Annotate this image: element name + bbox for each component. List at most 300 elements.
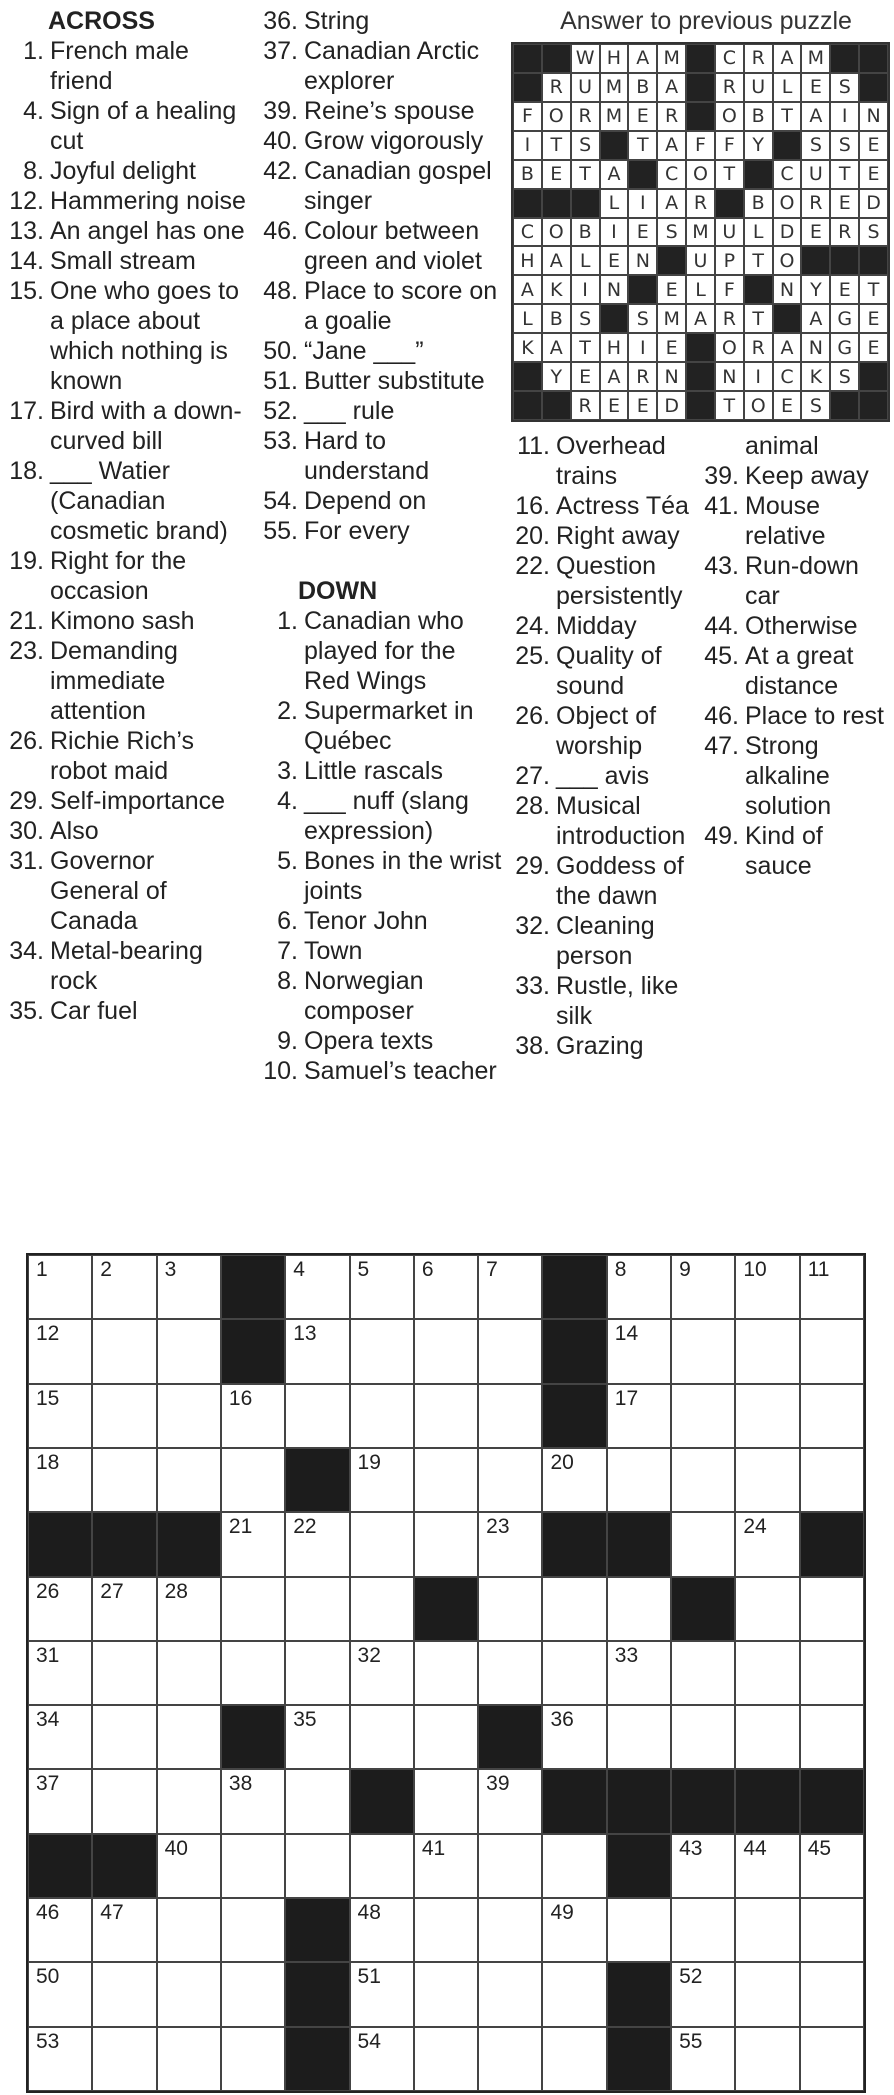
- grid-cell[interactable]: [350, 1641, 414, 1705]
- cell-number: 20: [550, 1450, 574, 1474]
- prev-answer-letter: R: [801, 189, 830, 218]
- black-square: [542, 1255, 606, 1319]
- clue-text: “Jane ___”: [304, 337, 424, 365]
- cell-number: 9: [679, 1258, 691, 1281]
- clue-text: Norwegian composer: [304, 967, 424, 1025]
- clue-number: 4.: [277, 787, 298, 815]
- grid-cell[interactable]: [350, 1705, 414, 1769]
- grid-cell[interactable]: [221, 1641, 285, 1705]
- grid-cell[interactable]: [28, 1384, 92, 1448]
- clue-number: 1.: [277, 607, 298, 635]
- grid-cell[interactable]: [28, 1577, 92, 1641]
- clue-number: 21.: [9, 607, 44, 635]
- clue-number: 6.: [277, 907, 298, 935]
- grid-cell[interactable]: [221, 1512, 285, 1576]
- clue: [0, 156, 250, 186]
- grid-cell[interactable]: [478, 1255, 542, 1319]
- grid-cell[interactable]: [735, 2027, 799, 2091]
- grid-cell[interactable]: [478, 1962, 542, 2026]
- prev-answer-letter: K: [513, 333, 542, 362]
- prev-black-square: [686, 333, 715, 362]
- grid-cell[interactable]: [800, 1577, 864, 1641]
- grid-cell[interactable]: [92, 1705, 156, 1769]
- grid-cell[interactable]: [285, 1769, 349, 1833]
- prev-answer-letter: E: [859, 160, 888, 189]
- clue-number: 50.: [263, 337, 298, 365]
- grid-cell[interactable]: [735, 1962, 799, 2026]
- grid-cell[interactable]: [542, 1898, 606, 1962]
- cell-number: 1: [36, 1258, 48, 1281]
- clue: [508, 551, 703, 611]
- clue-number: 5.: [277, 847, 298, 875]
- cell-number: 34: [36, 1708, 60, 1732]
- clue: [250, 426, 505, 486]
- prev-answer-letter: T: [773, 102, 802, 131]
- cell-number: 23: [486, 1515, 510, 1539]
- grid-cell[interactable]: [350, 1512, 414, 1576]
- grid-cell[interactable]: [671, 1448, 735, 1512]
- clue: [508, 701, 703, 761]
- grid-cell[interactable]: [221, 1834, 285, 1898]
- grid-cell[interactable]: [92, 1641, 156, 1705]
- grid-cell[interactable]: [28, 1705, 92, 1769]
- grid-cell[interactable]: [607, 1255, 671, 1319]
- clue-text: Joyful delight: [50, 157, 196, 185]
- prev-answer-letter: S: [801, 131, 830, 160]
- clue-number: 26.: [9, 727, 44, 755]
- prev-answer-letter: I: [628, 333, 657, 362]
- prev-answer-letter: S: [571, 304, 600, 333]
- grid-cell[interactable]: [285, 1319, 349, 1383]
- grid-cell[interactable]: [542, 1705, 606, 1769]
- prev-answer-letter: R: [542, 73, 571, 102]
- prev-answer-letter: T: [628, 131, 657, 160]
- grid-cell[interactable]: [221, 1448, 285, 1512]
- cell-number: 26: [36, 1579, 60, 1603]
- prev-black-square: [744, 160, 773, 189]
- clue-text: Place to rest: [745, 702, 884, 730]
- clue: [0, 546, 250, 606]
- prev-answer-letter: S: [859, 218, 888, 247]
- grid-cell[interactable]: [414, 1319, 478, 1383]
- clue-number: 34.: [9, 937, 44, 965]
- clue-text: Mouse relative: [745, 492, 826, 550]
- grid-cell[interactable]: [800, 1319, 864, 1383]
- clue-number: 20.: [515, 522, 550, 550]
- grid-cell[interactable]: [735, 1319, 799, 1383]
- prev-black-square: [801, 246, 830, 275]
- prev-answer-letter: N: [801, 333, 830, 362]
- grid-cell[interactable]: [350, 1319, 414, 1383]
- cell-number: 28: [164, 1579, 188, 1603]
- grid-cell[interactable]: [285, 1577, 349, 1641]
- clue-text: Quality of sound: [556, 642, 662, 700]
- grid-cell[interactable]: [350, 1577, 414, 1641]
- prev-answer-letter: T: [571, 333, 600, 362]
- grid-cell[interactable]: [92, 1769, 156, 1833]
- prev-black-square: [830, 44, 859, 73]
- prev-answer-letter: O: [542, 102, 571, 131]
- clue-number: 1.: [23, 37, 44, 65]
- grid-cell[interactable]: [800, 1705, 864, 1769]
- prev-answer-letter: A: [801, 304, 830, 333]
- grid-cell[interactable]: [735, 1577, 799, 1641]
- grid-cell[interactable]: [28, 1319, 92, 1383]
- prev-answer-letter: A: [657, 73, 686, 102]
- grid-cell[interactable]: [92, 1898, 156, 1962]
- clue: [508, 911, 703, 971]
- prev-answer-letter: A: [773, 333, 802, 362]
- clue-text: Right away: [556, 522, 680, 550]
- clue-text: Hammering noise: [50, 187, 246, 215]
- prev-answer-letter: U: [744, 73, 773, 102]
- grid-cell[interactable]: [414, 1705, 478, 1769]
- grid-cell[interactable]: [92, 1319, 156, 1383]
- grid-cell[interactable]: [285, 1834, 349, 1898]
- cell-number: 19: [357, 1450, 381, 1474]
- prev-answer-letter: A: [600, 160, 629, 189]
- grid-cell[interactable]: [607, 1577, 671, 1641]
- grid-cell[interactable]: [671, 1898, 735, 1962]
- clue-text: Colour between green and violet: [304, 217, 482, 275]
- grid-cell[interactable]: [157, 1641, 221, 1705]
- grid-cell[interactable]: [800, 2027, 864, 2091]
- cell-number: 21: [228, 1515, 253, 1539]
- prev-answer-letter: Y: [744, 131, 773, 160]
- prev-answer-letter: U: [801, 160, 830, 189]
- grid-cell[interactable]: [350, 1962, 414, 2026]
- grid-cell[interactable]: [157, 2027, 221, 2091]
- grid-cell[interactable]: [735, 1641, 799, 1705]
- prev-answer-letter: H: [600, 44, 629, 73]
- prev-answer-letter: O: [686, 160, 715, 189]
- clue-number: 24.: [515, 612, 550, 640]
- grid-cell[interactable]: [28, 2027, 92, 2091]
- clue-text: ___ rule: [304, 397, 395, 425]
- prev-answer-letter: N: [600, 275, 629, 304]
- clue-text: Butter substitute: [304, 367, 485, 395]
- clue-number: 30.: [9, 817, 44, 845]
- grid-cell[interactable]: [157, 1577, 221, 1641]
- grid-cell[interactable]: [157, 1962, 221, 2026]
- prev-black-square: [744, 275, 773, 304]
- clue-text: ___ nuff (slang expression): [304, 787, 469, 845]
- grid-cell[interactable]: [157, 1769, 221, 1833]
- grid-cell[interactable]: [478, 2027, 542, 2091]
- clue-text: Self-importance: [50, 787, 226, 815]
- clue: [250, 366, 505, 396]
- grid-cell[interactable]: [221, 1577, 285, 1641]
- prev-answer-letter: B: [628, 73, 657, 102]
- prev-answer-letter: B: [513, 160, 542, 189]
- cell-number: 32: [357, 1643, 381, 1667]
- grid-cell[interactable]: [221, 1384, 285, 1448]
- grid-cell[interactable]: [735, 1512, 799, 1576]
- clue: [508, 431, 703, 491]
- clue-text: Kind of sauce: [745, 822, 823, 880]
- grid-cell[interactable]: [92, 2027, 156, 2091]
- clue-number: 40.: [263, 127, 298, 155]
- prev-answer-letter: G: [830, 333, 859, 362]
- grid-cell[interactable]: [671, 2027, 735, 2091]
- clue: [250, 966, 505, 1026]
- grid-cell[interactable]: [800, 1641, 864, 1705]
- prev-answer-letter: N: [773, 275, 802, 304]
- grid-cell[interactable]: [28, 1641, 92, 1705]
- clue: [508, 641, 703, 701]
- grid-cell[interactable]: [735, 1898, 799, 1962]
- clue-text: Canadian gospel singer: [304, 157, 492, 215]
- clue: [250, 786, 505, 846]
- clue-number: 27.: [515, 762, 550, 790]
- grid-cell[interactable]: [671, 1705, 735, 1769]
- clue-number: 15.: [9, 277, 44, 305]
- black-square: [607, 1512, 671, 1576]
- clue: [250, 696, 505, 756]
- grid-cell[interactable]: [607, 1384, 671, 1448]
- grid-cell[interactable]: [735, 1255, 799, 1319]
- grid-cell[interactable]: [92, 1962, 156, 2026]
- grid-cell[interactable]: [478, 1577, 542, 1641]
- grid-cell[interactable]: [542, 1448, 606, 1512]
- grid-cell[interactable]: [671, 1962, 735, 2026]
- grid-cell[interactable]: [478, 1319, 542, 1383]
- cell-number: 40: [164, 1836, 188, 1860]
- grid-cell[interactable]: [285, 1512, 349, 1576]
- clue-number: 25.: [515, 642, 550, 670]
- grid-cell[interactable]: [671, 1319, 735, 1383]
- grid-cell[interactable]: [350, 1834, 414, 1898]
- prev-answer-letter: I: [830, 102, 859, 131]
- grid-cell[interactable]: [800, 1448, 864, 1512]
- prev-answer-letter: A: [657, 189, 686, 218]
- grid-cell[interactable]: [478, 1384, 542, 1448]
- grid-cell[interactable]: [414, 2027, 478, 2091]
- prev-answer-letter: R: [830, 218, 859, 247]
- grid-cell[interactable]: [542, 1641, 606, 1705]
- grid-cell[interactable]: [800, 1384, 864, 1448]
- grid-cell[interactable]: [800, 1255, 864, 1319]
- grid-cell[interactable]: [542, 2027, 606, 2091]
- grid-cell[interactable]: [414, 1384, 478, 1448]
- clue-text: Run-down car: [745, 552, 859, 610]
- clue-number: 33.: [515, 972, 550, 1000]
- grid-cell[interactable]: [735, 1834, 799, 1898]
- grid-cell[interactable]: [221, 1962, 285, 2026]
- grid-cell[interactable]: [157, 1255, 221, 1319]
- clue-number: 39.: [263, 97, 298, 125]
- prev-answer-letter: L: [773, 73, 802, 102]
- grid-cell[interactable]: [350, 1448, 414, 1512]
- grid-cell[interactable]: [285, 1641, 349, 1705]
- clue-text: String: [304, 7, 370, 35]
- clue-text: An angel has one: [50, 217, 245, 245]
- grid-cell[interactable]: [157, 1898, 221, 1962]
- cell-number: 27: [100, 1579, 124, 1603]
- clue-number: 23.: [9, 637, 44, 665]
- clue: [250, 336, 505, 366]
- grid-cell[interactable]: [414, 1255, 478, 1319]
- prev-answer-letter: S: [830, 131, 859, 160]
- prev-answer-letter: F: [513, 102, 542, 131]
- grid-cell[interactable]: [478, 1898, 542, 1962]
- grid-cell[interactable]: [414, 1512, 478, 1576]
- cell-number: 38: [228, 1772, 253, 1796]
- grid-cell[interactable]: [671, 1384, 735, 1448]
- cell-number: 2: [100, 1258, 112, 1281]
- grid-cell[interactable]: [542, 1577, 606, 1641]
- black-square: [414, 1577, 478, 1641]
- prev-answer-letter: H: [513, 246, 542, 275]
- grid-cell[interactable]: [542, 1962, 606, 2026]
- prev-answer-letter: L: [571, 246, 600, 275]
- grid-cell[interactable]: [414, 1898, 478, 1962]
- grid-cell[interactable]: [285, 1255, 349, 1319]
- clue-number: 13.: [9, 217, 44, 245]
- grid-cell[interactable]: [28, 1898, 92, 1962]
- clue-number: 55.: [263, 517, 298, 545]
- grid-cell[interactable]: [350, 1384, 414, 1448]
- clue-text: Canadian Arctic explorer: [304, 37, 480, 95]
- grid-cell[interactable]: [800, 1898, 864, 1962]
- grid-cell[interactable]: [221, 2027, 285, 2091]
- clue-text: For every: [304, 517, 410, 545]
- grid-cell[interactable]: [221, 1769, 285, 1833]
- grid-cell[interactable]: [414, 1962, 478, 2026]
- prev-answer-letter: S: [801, 391, 830, 420]
- clue-number: 28.: [515, 792, 550, 820]
- cell-number: 39: [486, 1772, 510, 1796]
- grid-cell[interactable]: [414, 1641, 478, 1705]
- grid-cell[interactable]: [350, 1898, 414, 1962]
- clue: [508, 791, 703, 851]
- grid-cell[interactable]: [800, 1834, 864, 1898]
- grid-cell[interactable]: [478, 1448, 542, 1512]
- grid-cell[interactable]: [607, 1641, 671, 1705]
- clue-text: animal: [745, 432, 819, 460]
- grid-cell[interactable]: [735, 1705, 799, 1769]
- grid-cell[interactable]: [478, 1834, 542, 1898]
- grid-cell[interactable]: [607, 1448, 671, 1512]
- grid-cell[interactable]: [350, 1255, 414, 1319]
- grid-cell[interactable]: [92, 1448, 156, 1512]
- section-heading: ACROSS: [48, 7, 155, 35]
- prev-answer-letter: F: [686, 131, 715, 160]
- clue-number: 10.: [263, 1057, 298, 1085]
- grid-cell[interactable]: [157, 1834, 221, 1898]
- grid-cell[interactable]: [671, 1255, 735, 1319]
- prev-answer-letter: A: [513, 275, 542, 304]
- clue-text: Canadian who played for the Red Wings: [304, 607, 464, 695]
- grid-cell[interactable]: [414, 1834, 478, 1898]
- cell-number: 22: [293, 1515, 317, 1539]
- grid-cell[interactable]: [285, 1705, 349, 1769]
- grid-cell[interactable]: [607, 1319, 671, 1383]
- black-square: [28, 1834, 92, 1898]
- clue-number: 17.: [9, 397, 44, 425]
- clue-text: Small stream: [50, 247, 196, 275]
- down-clues-column-3: [508, 431, 703, 1061]
- cell-number: 51: [357, 1965, 381, 1989]
- clue-text: Richie Rich’s robot maid: [50, 727, 195, 785]
- prev-answer-letter: M: [600, 102, 629, 131]
- cell-number: 55: [679, 2029, 703, 2053]
- grid-cell[interactable]: [28, 1962, 92, 2026]
- prev-answer-letter: T: [830, 160, 859, 189]
- grid-cell[interactable]: [607, 1898, 671, 1962]
- grid-cell[interactable]: [671, 1641, 735, 1705]
- clue: [250, 126, 505, 156]
- grid-cell[interactable]: [157, 1384, 221, 1448]
- cell-number: 33: [614, 1643, 639, 1667]
- black-square: [800, 1512, 864, 1576]
- prev-answer-letter: K: [542, 275, 571, 304]
- grid-cell[interactable]: [735, 1384, 799, 1448]
- prev-answer-letter: B: [571, 218, 600, 247]
- grid-cell[interactable]: [478, 1641, 542, 1705]
- grid-cell[interactable]: [671, 1512, 735, 1576]
- grid-cell[interactable]: [414, 1448, 478, 1512]
- grid-cell[interactable]: [221, 1898, 285, 1962]
- clue-text: Bird with a down-curved bill: [50, 397, 242, 455]
- prev-answer-letter: E: [542, 160, 571, 189]
- grid-cell[interactable]: [92, 1577, 156, 1641]
- clue: [697, 491, 892, 551]
- grid-cell[interactable]: [800, 1962, 864, 2026]
- prev-answer-letter: L: [600, 189, 629, 218]
- grid-cell[interactable]: [735, 1448, 799, 1512]
- grid-cell[interactable]: [478, 1512, 542, 1576]
- prev-answer-letter: A: [657, 131, 686, 160]
- grid-cell[interactable]: [350, 2027, 414, 2091]
- prev-black-square: [542, 391, 571, 420]
- grid-cell[interactable]: [157, 1448, 221, 1512]
- prev-answer-letter: R: [715, 304, 744, 333]
- grid-cell[interactable]: [607, 1705, 671, 1769]
- prev-answer-letter: C: [513, 218, 542, 247]
- clue-text: Keep away: [745, 462, 869, 490]
- grid-cell[interactable]: [92, 1255, 156, 1319]
- clue-text: Little rascals: [304, 757, 443, 785]
- grid-cell[interactable]: [157, 1319, 221, 1383]
- clue-number: 53.: [263, 427, 298, 455]
- grid-cell[interactable]: [28, 1255, 92, 1319]
- grid-cell[interactable]: [414, 1769, 478, 1833]
- clue: [250, 156, 505, 216]
- clue-text: Right for the occasion: [50, 547, 187, 605]
- black-square: [607, 1834, 671, 1898]
- grid-cell[interactable]: [478, 1769, 542, 1833]
- black-square: [285, 1898, 349, 1962]
- grid-cell[interactable]: [28, 1448, 92, 1512]
- prev-black-square: [513, 189, 542, 218]
- black-square: [28, 1512, 92, 1576]
- clue: [250, 36, 505, 96]
- grid-cell[interactable]: [542, 1834, 606, 1898]
- black-square: [542, 1512, 606, 1576]
- prev-answer-letter: E: [830, 275, 859, 304]
- grid-cell[interactable]: [28, 1769, 92, 1833]
- clue-number: 35.: [9, 997, 44, 1025]
- grid-cell[interactable]: [157, 1705, 221, 1769]
- clue: [508, 761, 703, 791]
- grid-cell[interactable]: [671, 1834, 735, 1898]
- clue-number: 43.: [704, 552, 739, 580]
- clue-text: Bones in the wrist joints: [304, 847, 502, 905]
- grid-cell[interactable]: [92, 1384, 156, 1448]
- grid-cell[interactable]: [285, 1384, 349, 1448]
- prev-answer-letter: B: [744, 102, 773, 131]
